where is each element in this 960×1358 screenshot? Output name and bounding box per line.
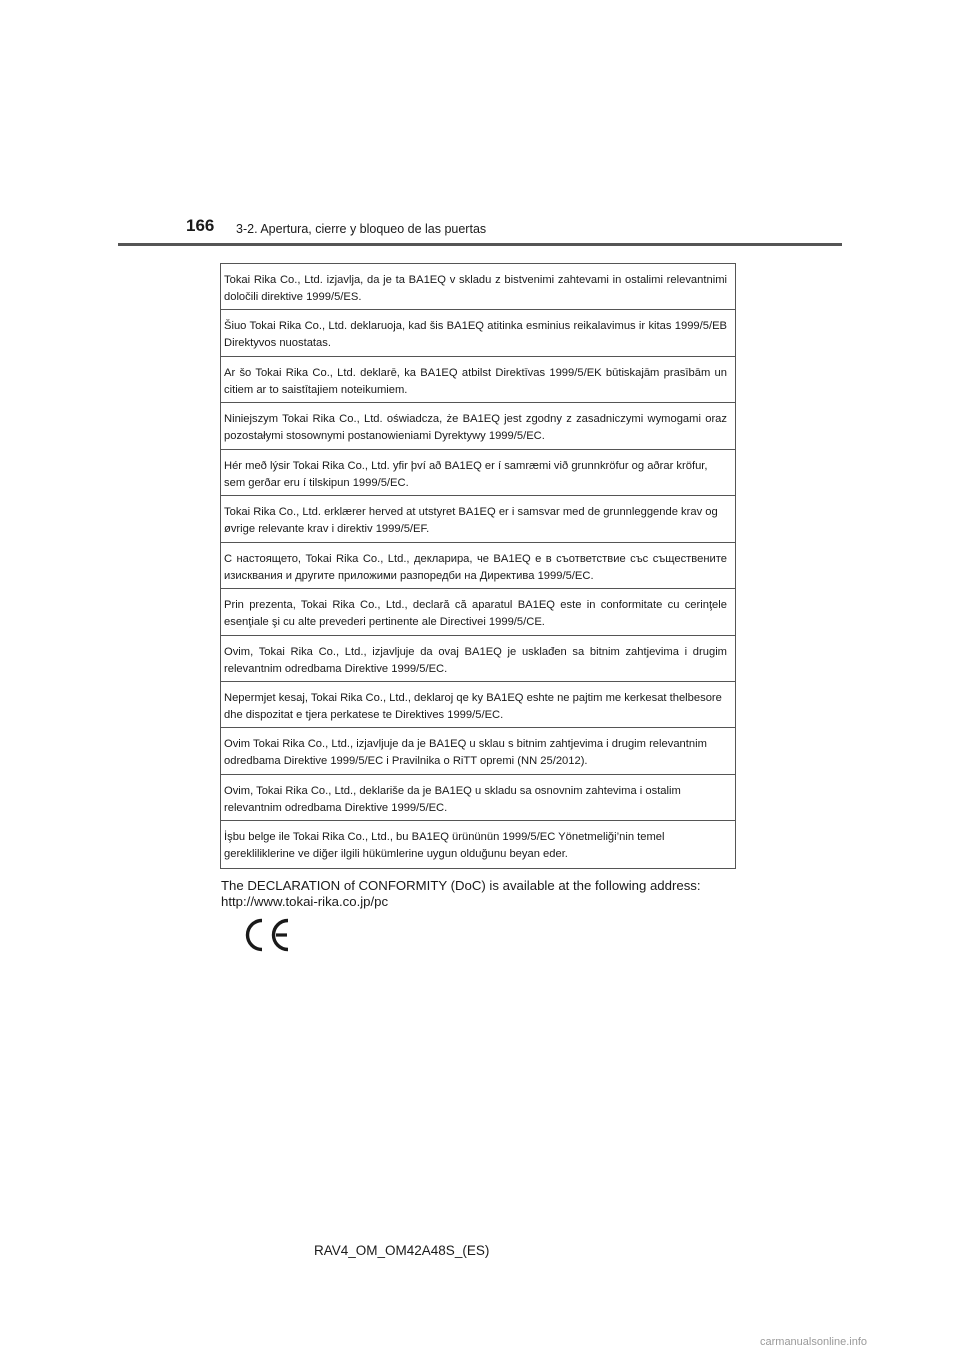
declaration-row: Prin prezenta, Tokai Rika Co., Ltd., declară că aparatul BA1EQ este in conformitate cu cerinţele esenţiale şi cu alte prevederi pertinente ale Directivei 1999/5/CE. (221, 589, 735, 635)
declaration-row: Hér með lýsir Tokai Rika Co., Ltd. yfir því að BA1EQ er í samræmi við grunnkröfur og aðrar kröfur, sem gerðar eru í tilskipun 1999/5/EC. (221, 450, 735, 496)
declaration-row: Tokai Rika Co., Ltd. erklærer herved at utstyret BA1EQ er i samsvar med de grunnleggende krav og øvrige relevante krav i direktiv 1999/5/EF. (221, 496, 735, 542)
doc-url: http://www.tokai-rika.co.jp/pc (221, 894, 389, 909)
declaration-row: İşbu belge ile Tokai Rika Co., Ltd., bu BA1EQ ürününün 1999/5/EC Yönetmeliği’nin temel gerekliliklerine ve diğer ilgili hükümlerine uygun olduğunu beyan eder. (224, 831, 665, 861)
section-title: 3-2. Apertura, cierre y bloqueo de las puertas (236, 222, 487, 236)
watermark: carmanualsonline.info (760, 1336, 868, 1348)
doc-note-text: The DECLARATION of CONFORMITY (DoC) is available at the following address: (221, 878, 701, 893)
declaration-row: Šiuo Tokai Rika Co., Ltd. deklaruoja, kad šis BA1EQ atitinka esminius reikalavimus ir kitas 1999/5/EB Direktyvos nuostatas. (221, 310, 735, 356)
declaration-row: Niniejszym Tokai Rika Co., Ltd. oświadcza, że BA1EQ jest zgodny z zasadniczymi wymogami oraz pozostałymi stosownymi postanowieniami Dyrektywy 1999/5/EC. (221, 403, 735, 449)
header-rule (118, 243, 842, 246)
declaration-row: Nepermjet kesaj, Tokai Rika Co., Ltd., deklaroj qe ky BA1EQ eshte ne pajtim me kerkesat thelbesore dhe dispozitat e tjera perkatese te Direktives 1999/5/EC. (221, 682, 735, 728)
declaration-row: Tokai Rika Co., Ltd. izjavlja, da je ta BA1EQ v skladu z bistvenimi zahtevami in ostalimi relevantnimi določili direktive 1999/5/ES. (221, 264, 735, 310)
declaration-table (220, 263, 736, 869)
document-code: RAV4_OM_OM42A48S_(ES) (314, 1243, 490, 1258)
declaration-row: Ovim Tokai Rika Co., Ltd., izjavljuje da je BA1EQ u sklau s bitnim zahtjevima i drugim relevantnim odredbama Direktive 1999/5/EC i Pravilnika o RiTT opremi (NN 25/2012). (221, 728, 735, 774)
ce-mark-icon (240, 918, 292, 952)
page-number: 166 (186, 216, 215, 235)
declaration-row: Ovim, Tokai Rika Co., Ltd., izjavljuje da ovaj BA1EQ je usklađen sa bitnim zahtjevima i drugim relevantnim odredbama Direktive 1999/5/EC. (221, 636, 735, 682)
doc-availability-note (221, 878, 701, 910)
declaration-row: Ar šo Tokai Rika Co., Ltd. deklarē, ka BA1EQ atbilst Direktīvas 1999/5/EK būtiskajām prasībām un citiem ar to saistītajiem noteikumiem. (221, 357, 735, 403)
declaration-row: Ovim, Tokai Rika Co., Ltd., deklariše da je BA1EQ u skladu sa osnovnim zahtevima i ostalim relevantnim odredbama Direktive 1999/5/EC. (221, 775, 735, 821)
declaration-row: С настоящето, Tokai Rika Co., Ltd., декларира, че BA1EQ е в съответствие със съществените изисквания и другите приложими разпоредби на Директива 1999/5/ЕС. (221, 543, 735, 589)
